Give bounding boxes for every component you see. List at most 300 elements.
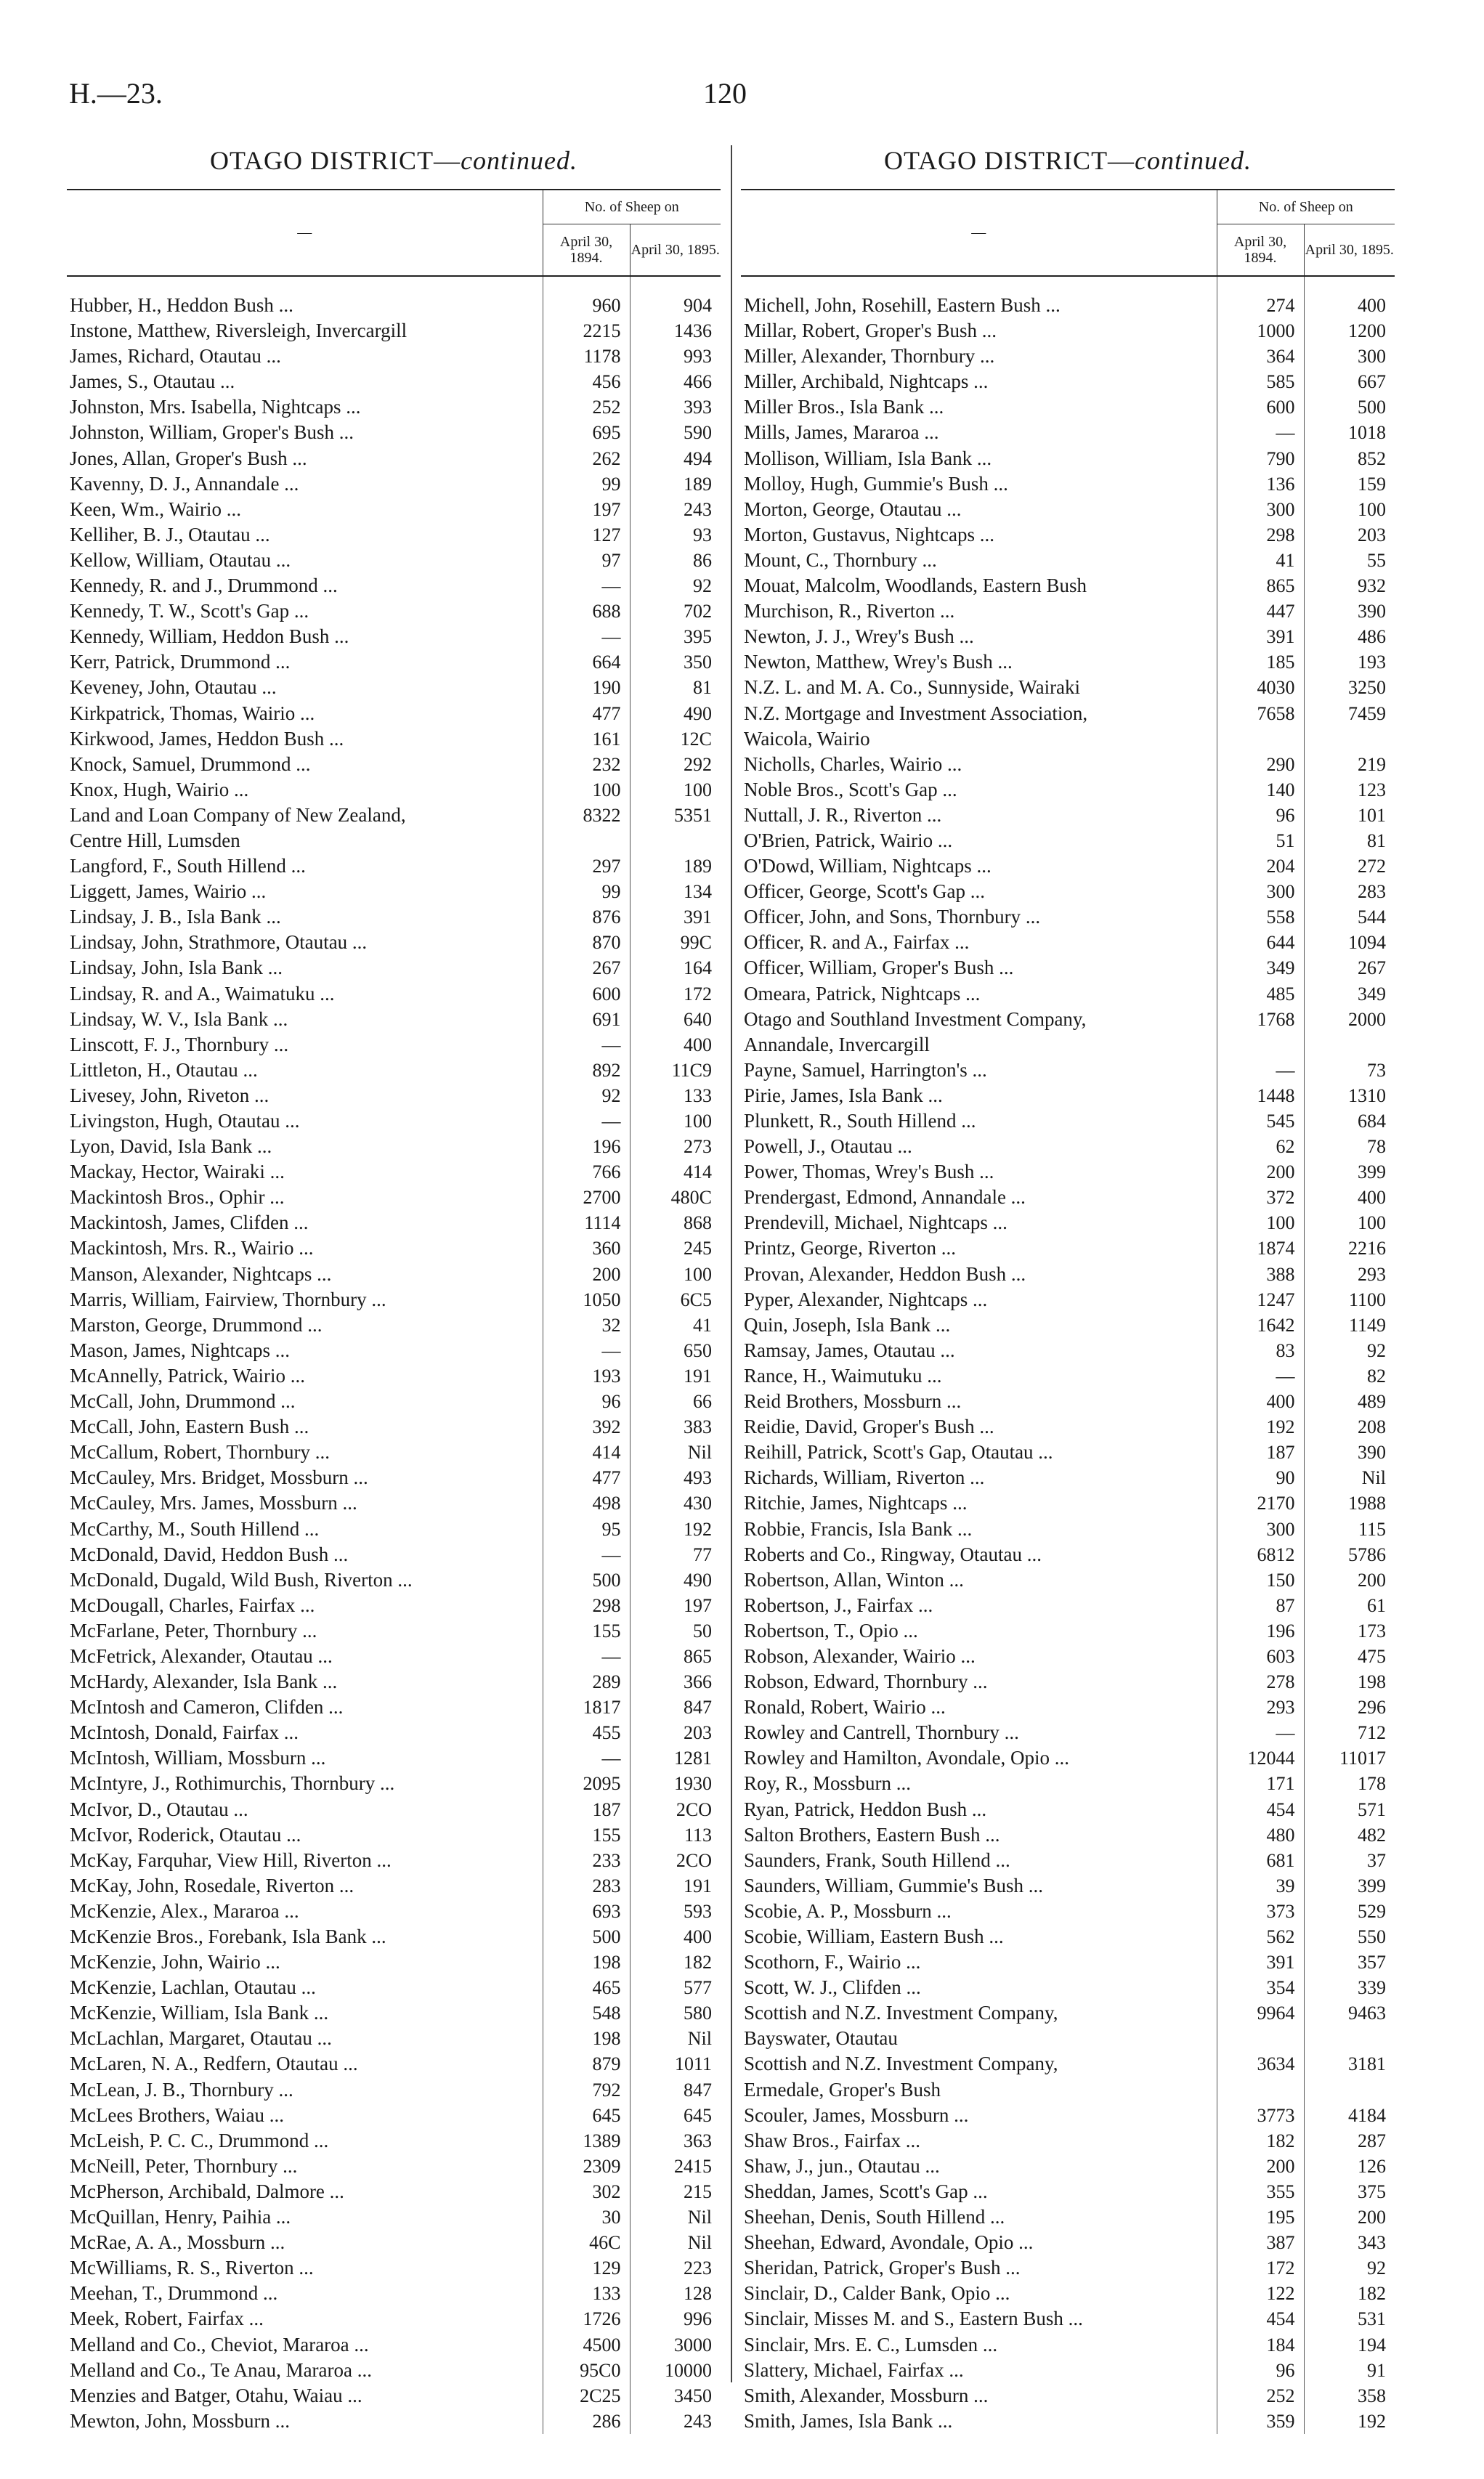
sheep-1895-cell: 197 (630, 1593, 721, 1618)
table-row (741, 2230, 1395, 2255)
sheep-1895-cell: 200 (1304, 2204, 1395, 2230)
owner-name-cell: Ermedale, Groper's Bush (744, 2078, 941, 2101)
sheep-1895-cell: 192 (1304, 2409, 1395, 2434)
sheep-1894-cell: 97 (543, 548, 630, 573)
sheep-1894-cell (1217, 1032, 1304, 1058)
sheep-1895-cell: 500 (1304, 394, 1395, 420)
owner-name-cell: Kirkpatrick, Thomas, Wairio ... (70, 702, 315, 724)
table-row (67, 1899, 721, 1924)
owner-name-cell: Power, Thomas, Wrey's Bush ... (744, 1161, 994, 1183)
sheep-1894-cell: 195 (1217, 2204, 1304, 2230)
sheep-1895-cell: 55 (1304, 548, 1395, 573)
owner-name-cell: Sheddan, James, Scott's Gap ... (744, 2180, 988, 2202)
owner-name-cell: Provan, Alexander, Heddon Bush ... (744, 1262, 1026, 1285)
sheep-1894-cell: 360 (543, 1236, 630, 1261)
table-row (741, 955, 1395, 981)
sheep-1894-cell: 681 (1217, 1848, 1304, 1873)
owner-name-cell: McLeish, P. C. C., Drummond ... (70, 2129, 329, 2151)
sheep-1894-cell: 1389 (543, 2128, 630, 2154)
table-row (67, 1490, 721, 1516)
sheep-1894-cell: 359 (1217, 2409, 1304, 2434)
owner-name-cell: McCarthy, M., South Hillend ... (70, 1517, 320, 1540)
table-row (67, 1058, 721, 1083)
sheep-1895-cell: 208 (1304, 1414, 1395, 1440)
table-row (741, 293, 1395, 318)
sheep-1894-cell: 182 (1217, 2128, 1304, 2154)
table-row (67, 1593, 721, 1618)
table-row (741, 1873, 1395, 1899)
owner-name-cell: Newton, Matthew, Wrey's Bush ... (744, 651, 1013, 673)
sheep-1895-cell: 1436 (630, 318, 721, 344)
owner-name-cell: McFarlane, Peter, Thornbury ... (70, 1619, 317, 1642)
table-row (741, 1338, 1395, 1363)
owner-name-cell: O'Dowd, William, Nightcaps ... (744, 855, 992, 877)
sheep-1895-cell: 81 (630, 675, 721, 700)
sheep-1894-cell: 792 (543, 2077, 630, 2103)
sheep-1894-cell: 1247 (1217, 1287, 1304, 1312)
sheep-1895-cell: 1310 (1304, 1083, 1395, 1108)
table-row (741, 1822, 1395, 1848)
sheep-1894-cell: 2170 (1217, 1490, 1304, 1516)
owner-name-cell: Menzies and Batger, Otahu, Waiau ... (70, 2384, 362, 2406)
sheep-1894-cell: 190 (543, 675, 630, 700)
owner-name-cell: McIntosh, Donald, Fairfax ... (70, 1721, 299, 1744)
owner-name-cell: Rowley and Hamilton, Avondale, Opio ... (744, 1747, 1069, 1769)
table-row (741, 803, 1395, 828)
sheep-1895-cell: 482 (1304, 1822, 1395, 1848)
sheep-1894-cell: 196 (543, 1134, 630, 1159)
sheep-1894-cell: 1642 (1217, 1312, 1304, 1338)
table-row (67, 548, 721, 573)
table-row (741, 1210, 1395, 1236)
sheep-1895-cell: 41 (630, 1312, 721, 1338)
sheep-1895-cell: 300 (1304, 344, 1395, 369)
table-row (741, 2358, 1395, 2383)
table-row (741, 2332, 1395, 2358)
table-row (741, 828, 1395, 853)
owner-name-cell: Kennedy, William, Heddon Bush ... (70, 625, 349, 648)
owner-name-cell: Sinclair, Mrs. E. C., Lumsden ... (744, 2333, 998, 2356)
sheep-1895-cell: 81 (1304, 828, 1395, 853)
table-row (67, 1644, 721, 1669)
sheep-1895-cell: 189 (630, 853, 721, 879)
sheep-1894-cell: 387 (1217, 2230, 1304, 2255)
sheep-1894-cell: 373 (1217, 1899, 1304, 1924)
sheep-1894-cell: 32 (543, 1312, 630, 1338)
sheep-1895-cell: 78 (1304, 1134, 1395, 1159)
table-row (741, 1644, 1395, 1669)
table-row (741, 1159, 1395, 1185)
owner-name-cell: Ronald, Robert, Wairio ... (744, 1696, 946, 1719)
sheep-1895-cell: 1094 (1304, 930, 1395, 955)
sheep-1894-cell: 96 (543, 1389, 630, 1414)
table-row (67, 1771, 721, 1796)
sheep-1894-cell: 196 (1217, 1618, 1304, 1644)
sheep-1895-cell: 272 (1304, 853, 1395, 879)
table-row (741, 726, 1395, 752)
sheep-1895-cell: 358 (1304, 2383, 1395, 2409)
owner-name-cell: Smith, Alexander, Mossburn ... (744, 2384, 989, 2406)
table-row (67, 497, 721, 522)
table-row (67, 1797, 721, 1822)
owner-name-cell: McDonald, Dugald, Wild Bush, Riverton ... (70, 1568, 413, 1591)
owner-name-cell: Ryan, Patrick, Heddon Bush ... (744, 1798, 987, 1820)
table-row (67, 1695, 721, 1720)
table-row (741, 2306, 1395, 2332)
sheep-1894-cell (543, 828, 630, 853)
sheep-1894-cell: 252 (543, 394, 630, 420)
sheep-1895-cell: 243 (630, 497, 721, 522)
sheep-1895-cell (630, 828, 721, 853)
owner-name-cell: Waicola, Wairio (744, 727, 870, 750)
sheep-1895-cell: 3000 (630, 2332, 721, 2358)
sheep-1894-cell: 95 (543, 1517, 630, 1542)
sheep-1894-cell: 1817 (543, 1695, 630, 1720)
table-row (741, 752, 1395, 777)
sheep-1894-cell: 290 (1217, 752, 1304, 777)
sheep-1894-cell: 562 (1217, 1924, 1304, 1949)
table-row (741, 2383, 1395, 2409)
owner-name-cell: Saunders, Frank, South Hillend ... (744, 1849, 1010, 1871)
owner-name-cell: N.Z. Mortgage and Investment Association, (744, 702, 1088, 724)
sheep-1894-cell: 298 (1217, 522, 1304, 548)
owner-name-cell: Scobie, William, Eastern Bush ... (744, 1926, 1004, 1947)
owner-name-cell: Mackintosh, Mrs. R., Wairio ... (70, 1237, 314, 1259)
owner-name-cell: Hubber, H., Heddon Bush ... (70, 294, 293, 316)
sheep-1894-cell: 456 (543, 369, 630, 394)
table-row (741, 853, 1395, 879)
table-row (67, 1975, 721, 2000)
owner-name-cell: Otago and Southland Investment Company, (744, 1007, 1087, 1030)
table-row (67, 1338, 721, 1363)
table-row (67, 1108, 721, 1134)
owner-name-cell: McLaren, N. A., Redfern, Otautau ... (70, 2053, 358, 2075)
sheep-1895-cell: 684 (1304, 1108, 1395, 1134)
sheep-1894-cell: 92 (543, 1083, 630, 1108)
owner-name-cell: McKenzie, Lachlan, Otautau ... (70, 1976, 316, 1999)
table-row (67, 318, 721, 344)
right-table-body (741, 293, 1395, 2434)
sheep-1895-cell: 349 (1304, 981, 1395, 1007)
sheep-1895-cell: 173 (1304, 1618, 1395, 1644)
sheep-1895-cell: 550 (1304, 1924, 1395, 1949)
sheep-1895-cell: 219 (1304, 752, 1395, 777)
table-row (67, 1465, 721, 1490)
sheep-1895-cell: 645 (630, 2103, 721, 2128)
sheep-1895-cell: 366 (630, 1669, 721, 1695)
sheep-1894-cell: 400 (1217, 1389, 1304, 1414)
table-row (67, 1159, 721, 1185)
table-row (741, 2204, 1395, 2230)
sheep-1895-cell: 1988 (1304, 1490, 1395, 1516)
owner-name-cell: Slattery, Michael, Fairfax ... (744, 2358, 964, 2381)
owner-name-cell: O'Brien, Patrick, Wairio ... (744, 829, 953, 851)
owner-name-cell: Robertson, J., Fairfax ... (744, 1594, 933, 1616)
sheep-1895-cell: 134 (630, 879, 721, 904)
table-row (741, 2077, 1395, 2103)
sheep-1894-cell: 644 (1217, 930, 1304, 955)
sheep-1894-cell: 1726 (543, 2306, 630, 2332)
table-row (741, 599, 1395, 624)
sheep-1894-cell (1217, 2077, 1304, 2103)
sheep-1894-cell: 12044 (1217, 1745, 1304, 1771)
owner-name-cell: Lindsay, John, Strathmore, Otautau ... (70, 931, 368, 954)
sheep-1894-cell: 172 (1217, 2255, 1304, 2281)
sheep-1894-cell: 688 (543, 599, 630, 624)
sheep-1894-cell: — (1217, 1720, 1304, 1745)
sheep-1894-cell: 1050 (543, 1287, 630, 1312)
sheep-1894-cell: 477 (543, 701, 630, 726)
table-row (67, 293, 721, 318)
owner-name-cell: Bayswater, Otautau (744, 2027, 898, 2050)
table-row (741, 2281, 1395, 2306)
sheep-1895-cell: 650 (630, 1338, 721, 1363)
sheep-1894-cell: 465 (543, 1975, 630, 2000)
sheep-1895-cell: 466 (630, 369, 721, 394)
table-row (67, 1848, 721, 1873)
owner-name-cell: Officer, George, Scott's Gap ... (744, 880, 985, 903)
sheep-1895-cell: 350 (630, 649, 721, 675)
owner-name-cell: Instone, Matthew, Riversleigh, Invercargill (70, 320, 408, 342)
owner-name-cell: Roberts and Co., Ringway, Otautau ... (744, 1543, 1042, 1565)
sheep-1895-cell: 11C9 (630, 1058, 721, 1083)
owner-name-cell: Kellow, William, Otautau ... (70, 548, 291, 571)
table-row (741, 1440, 1395, 1465)
owner-name-cell: Marris, William, Fairview, Thornbury ... (70, 1288, 386, 1310)
table-row (741, 1975, 1395, 2000)
table-row (67, 879, 721, 904)
sheep-1895-cell: 82 (1304, 1363, 1395, 1389)
table-row (741, 369, 1395, 394)
table-row (67, 2306, 721, 2332)
owner-name-cell: McCall, John, Drummond ... (70, 1390, 296, 1413)
owner-name-cell: James, Richard, Otautau ... (70, 345, 281, 368)
table-row (741, 624, 1395, 649)
sheep-1894-cell: 558 (1217, 904, 1304, 930)
sheep-1894-cell: 870 (543, 930, 630, 955)
sheep-1894-cell: 600 (1217, 394, 1304, 420)
owner-name-cell: Reid Brothers, Mossburn ... (744, 1390, 962, 1413)
header-1895: April 30, 1895. (630, 224, 721, 277)
sheep-1895-cell: 847 (630, 1695, 721, 1720)
sheep-1895-cell: 273 (630, 1134, 721, 1159)
owner-name-cell: McDonald, David, Heddon Bush ... (70, 1543, 349, 1565)
table-row (741, 1618, 1395, 1644)
sheep-1895-cell: 5786 (1304, 1542, 1395, 1567)
owner-name-cell: Mills, James, Mararoa ... (744, 421, 939, 444)
sheep-1894-cell: — (1217, 1058, 1304, 1083)
table-row (67, 904, 721, 930)
sheep-1895-cell: 182 (630, 1949, 721, 1975)
sheep-1894-cell: 136 (1217, 471, 1304, 497)
owner-name-cell: McLees Brothers, Waiau ... (70, 2103, 284, 2126)
sheep-1895-cell: 430 (630, 1490, 721, 1516)
sheep-1895-cell: 357 (1304, 1949, 1395, 1975)
sheep-1895-cell: 292 (630, 752, 721, 777)
owner-name-cell: McWilliams, R. S., Riverton ... (70, 2257, 314, 2279)
table-row (741, 1899, 1395, 1924)
table-row (67, 955, 721, 981)
owner-name-cell: Robertson, Allan, Winton ... (744, 1568, 964, 1591)
table-row (741, 904, 1395, 930)
sheep-1895-cell (1304, 726, 1395, 752)
owner-name-cell: Mackintosh, James, Clifden ... (70, 1212, 309, 1234)
sheep-1895-cell: 993 (630, 344, 721, 369)
table-row (741, 2179, 1395, 2204)
header-1895: April 30, 1895. (1304, 224, 1395, 277)
table-row (741, 446, 1395, 471)
sheep-1895-cell: 590 (630, 420, 721, 445)
sheep-1894-cell: 364 (1217, 344, 1304, 369)
table-row (67, 853, 721, 879)
sheep-1894-cell: 2700 (543, 1185, 630, 1210)
sheep-1894-cell: 585 (1217, 369, 1304, 394)
table-row (67, 394, 721, 420)
sheep-1894-cell: 197 (543, 497, 630, 522)
table-row (741, 1262, 1395, 1287)
table-row (67, 1389, 721, 1414)
sheep-1894-cell: 879 (543, 2051, 630, 2077)
sheep-1895-cell: 115 (1304, 1517, 1395, 1542)
table-row (741, 701, 1395, 726)
owner-name-cell: McCauley, Mrs. James, Mossburn ... (70, 1492, 357, 1514)
owner-name-cell: Morton, George, Otautau ... (744, 498, 962, 520)
sheep-1895-cell: 494 (630, 446, 721, 471)
owner-name-cell: Knock, Samuel, Drummond ... (70, 752, 311, 775)
sheep-1894-cell: 200 (543, 1262, 630, 1287)
owner-name-cell: Scouler, James, Mossburn ... (744, 2103, 969, 2126)
sheep-1895-cell: Nil (630, 1440, 721, 1465)
table-row (67, 1083, 721, 1108)
column-divider (731, 145, 732, 2382)
sheep-1895-cell: 223 (630, 2255, 721, 2281)
sheep-1895-cell: 86 (630, 548, 721, 573)
sheep-1894-cell: 865 (1217, 573, 1304, 599)
owner-name-cell: Kerr, Patrick, Drummond ... (70, 651, 291, 673)
owner-name-cell: Molloy, Hugh, Gummie's Bush ... (744, 472, 1008, 495)
sheep-1894-cell: 349 (1217, 955, 1304, 981)
sheep-1895-cell: 847 (630, 2077, 721, 2103)
sheep-1895-cell: 400 (630, 1924, 721, 1949)
sheep-1895-cell: 1018 (1304, 420, 1395, 445)
sheep-1895-cell: 133 (630, 1083, 721, 1108)
sheep-1895-cell: 475 (1304, 1644, 1395, 1669)
owner-name-cell: Langford, F., South Hillend ... (70, 855, 306, 877)
sheep-1894-cell: 184 (1217, 2332, 1304, 2358)
owner-name-cell: McCallum, Robert, Thornbury ... (70, 1441, 330, 1464)
sheep-1894-cell: 262 (543, 446, 630, 471)
sheep-1895-cell: 283 (1304, 879, 1395, 904)
owner-name-cell: McCall, John, Eastern Bush ... (70, 1416, 309, 1438)
owner-name-cell: Michell, John, Rosehill, Eastern Bush ... (744, 294, 1061, 316)
table-row (741, 1490, 1395, 1516)
sheep-1894-cell: — (543, 1745, 630, 1771)
sheep-1895-cell: 390 (1304, 599, 1395, 624)
sheep-1895-cell: 9463 (1304, 2000, 1395, 2026)
table-row (67, 981, 721, 1007)
sheep-1894-cell: 187 (543, 1797, 630, 1822)
sheep-1895-cell: 267 (1304, 955, 1395, 981)
sheep-1894-cell: 87 (1217, 1593, 1304, 1618)
owner-name-cell: McRae, A. A., Mossburn ... (70, 2231, 285, 2254)
owner-name-cell: McHardy, Alexander, Isla Bank ... (70, 1671, 338, 1693)
sheep-1894-cell: 150 (1217, 1567, 1304, 1593)
sheep-1894-cell: 498 (543, 1490, 630, 1516)
owner-name-cell: Melland and Co., Cheviot, Mararoa ... (70, 2333, 369, 2356)
table-row (67, 522, 721, 548)
table-row (741, 1517, 1395, 1542)
sheep-1895-cell: 4184 (1304, 2103, 1395, 2128)
sheep-1895-cell: 200 (1304, 1567, 1395, 1593)
sheep-1895-cell: 414 (630, 1159, 721, 1185)
sheep-1894-cell: 95C0 (543, 2358, 630, 2383)
sheep-1894-cell: 454 (1217, 1797, 1304, 1822)
table-row (67, 1210, 721, 1236)
sheep-1895-cell: 399 (1304, 1873, 1395, 1899)
owner-name-cell: Robertson, T., Opio ... (744, 1619, 918, 1642)
table-row (67, 2230, 721, 2255)
table-row (741, 1745, 1395, 1771)
sheep-1894-cell: — (543, 573, 630, 599)
sheep-1895-cell: 191 (630, 1873, 721, 1899)
table-row (67, 1185, 721, 1210)
owner-name-cell: Sheehan, Denis, South Hillend ... (744, 2206, 1005, 2228)
table-row (67, 803, 721, 828)
owner-name-cell: Payne, Samuel, Harrington's ... (744, 1058, 987, 1081)
owner-name-cell: Millar, Robert, Groper's Bush ... (744, 320, 997, 342)
sheep-1895-cell: 12C (630, 726, 721, 752)
sheep-1894-cell: 3773 (1217, 2103, 1304, 2128)
sheep-1895-cell: 865 (630, 1644, 721, 1669)
table-row (741, 2128, 1395, 2154)
sheep-1895-cell: 1011 (630, 2051, 721, 2077)
sheep-1895-cell: 712 (1304, 1720, 1395, 1745)
header-dash: — (297, 224, 312, 240)
sheep-1895-cell: 194 (1304, 2332, 1395, 2358)
sheep-1894-cell: 790 (1217, 446, 1304, 471)
sheep-1894-cell: 122 (1217, 2281, 1304, 2306)
sheep-1895-cell: 5351 (630, 803, 721, 828)
owner-name-cell: Keen, Wm., Wairio ... (70, 498, 242, 520)
owner-name-cell: Mount, C., Thornbury ... (744, 548, 937, 571)
owner-name-cell: Kirkwood, James, Heddon Bush ... (70, 727, 344, 750)
table-row (741, 1848, 1395, 1873)
sheep-1894-cell: 90 (1217, 1465, 1304, 1490)
owner-name-cell: Sinclair, D., Calder Bank, Opio ... (744, 2282, 1010, 2305)
owner-name-cell: Reihill, Patrick, Scott's Gap, Otautau ... (744, 1441, 1053, 1464)
sheep-1894-cell: — (543, 1542, 630, 1567)
owner-name-cell: Linscott, F. J., Thornbury ... (70, 1033, 289, 1055)
sheep-1894-cell: 391 (1217, 1949, 1304, 1975)
owner-name-cell: Keveney, John, Otautau ... (70, 676, 277, 699)
header-1894: April 30, 1894. (543, 224, 630, 277)
table-row (67, 675, 721, 700)
sheep-1895-cell: 100 (630, 1108, 721, 1134)
owner-name-cell: Newton, J. J., Wrey's Bush ... (744, 625, 974, 648)
owner-name-cell: Miller Bros., Isla Bank ... (744, 396, 944, 418)
table-row (67, 2255, 721, 2281)
table-row (67, 2000, 721, 2026)
page-number: 120 (703, 77, 747, 110)
owner-name-cell: Kelliher, B. J., Otautau ... (70, 523, 270, 545)
sheep-1894-cell: 155 (543, 1618, 630, 1644)
sheep-1895-cell: 339 (1304, 1975, 1395, 2000)
sheep-1894-cell: 187 (1217, 1440, 1304, 1465)
owner-name-cell: Prendevill, Michael, Nightcaps ... (744, 1212, 1007, 1234)
sheep-1895-cell: 100 (630, 1262, 721, 1287)
sheep-1895-cell: 852 (1304, 446, 1395, 471)
sheep-1895-cell: 544 (1304, 904, 1395, 930)
